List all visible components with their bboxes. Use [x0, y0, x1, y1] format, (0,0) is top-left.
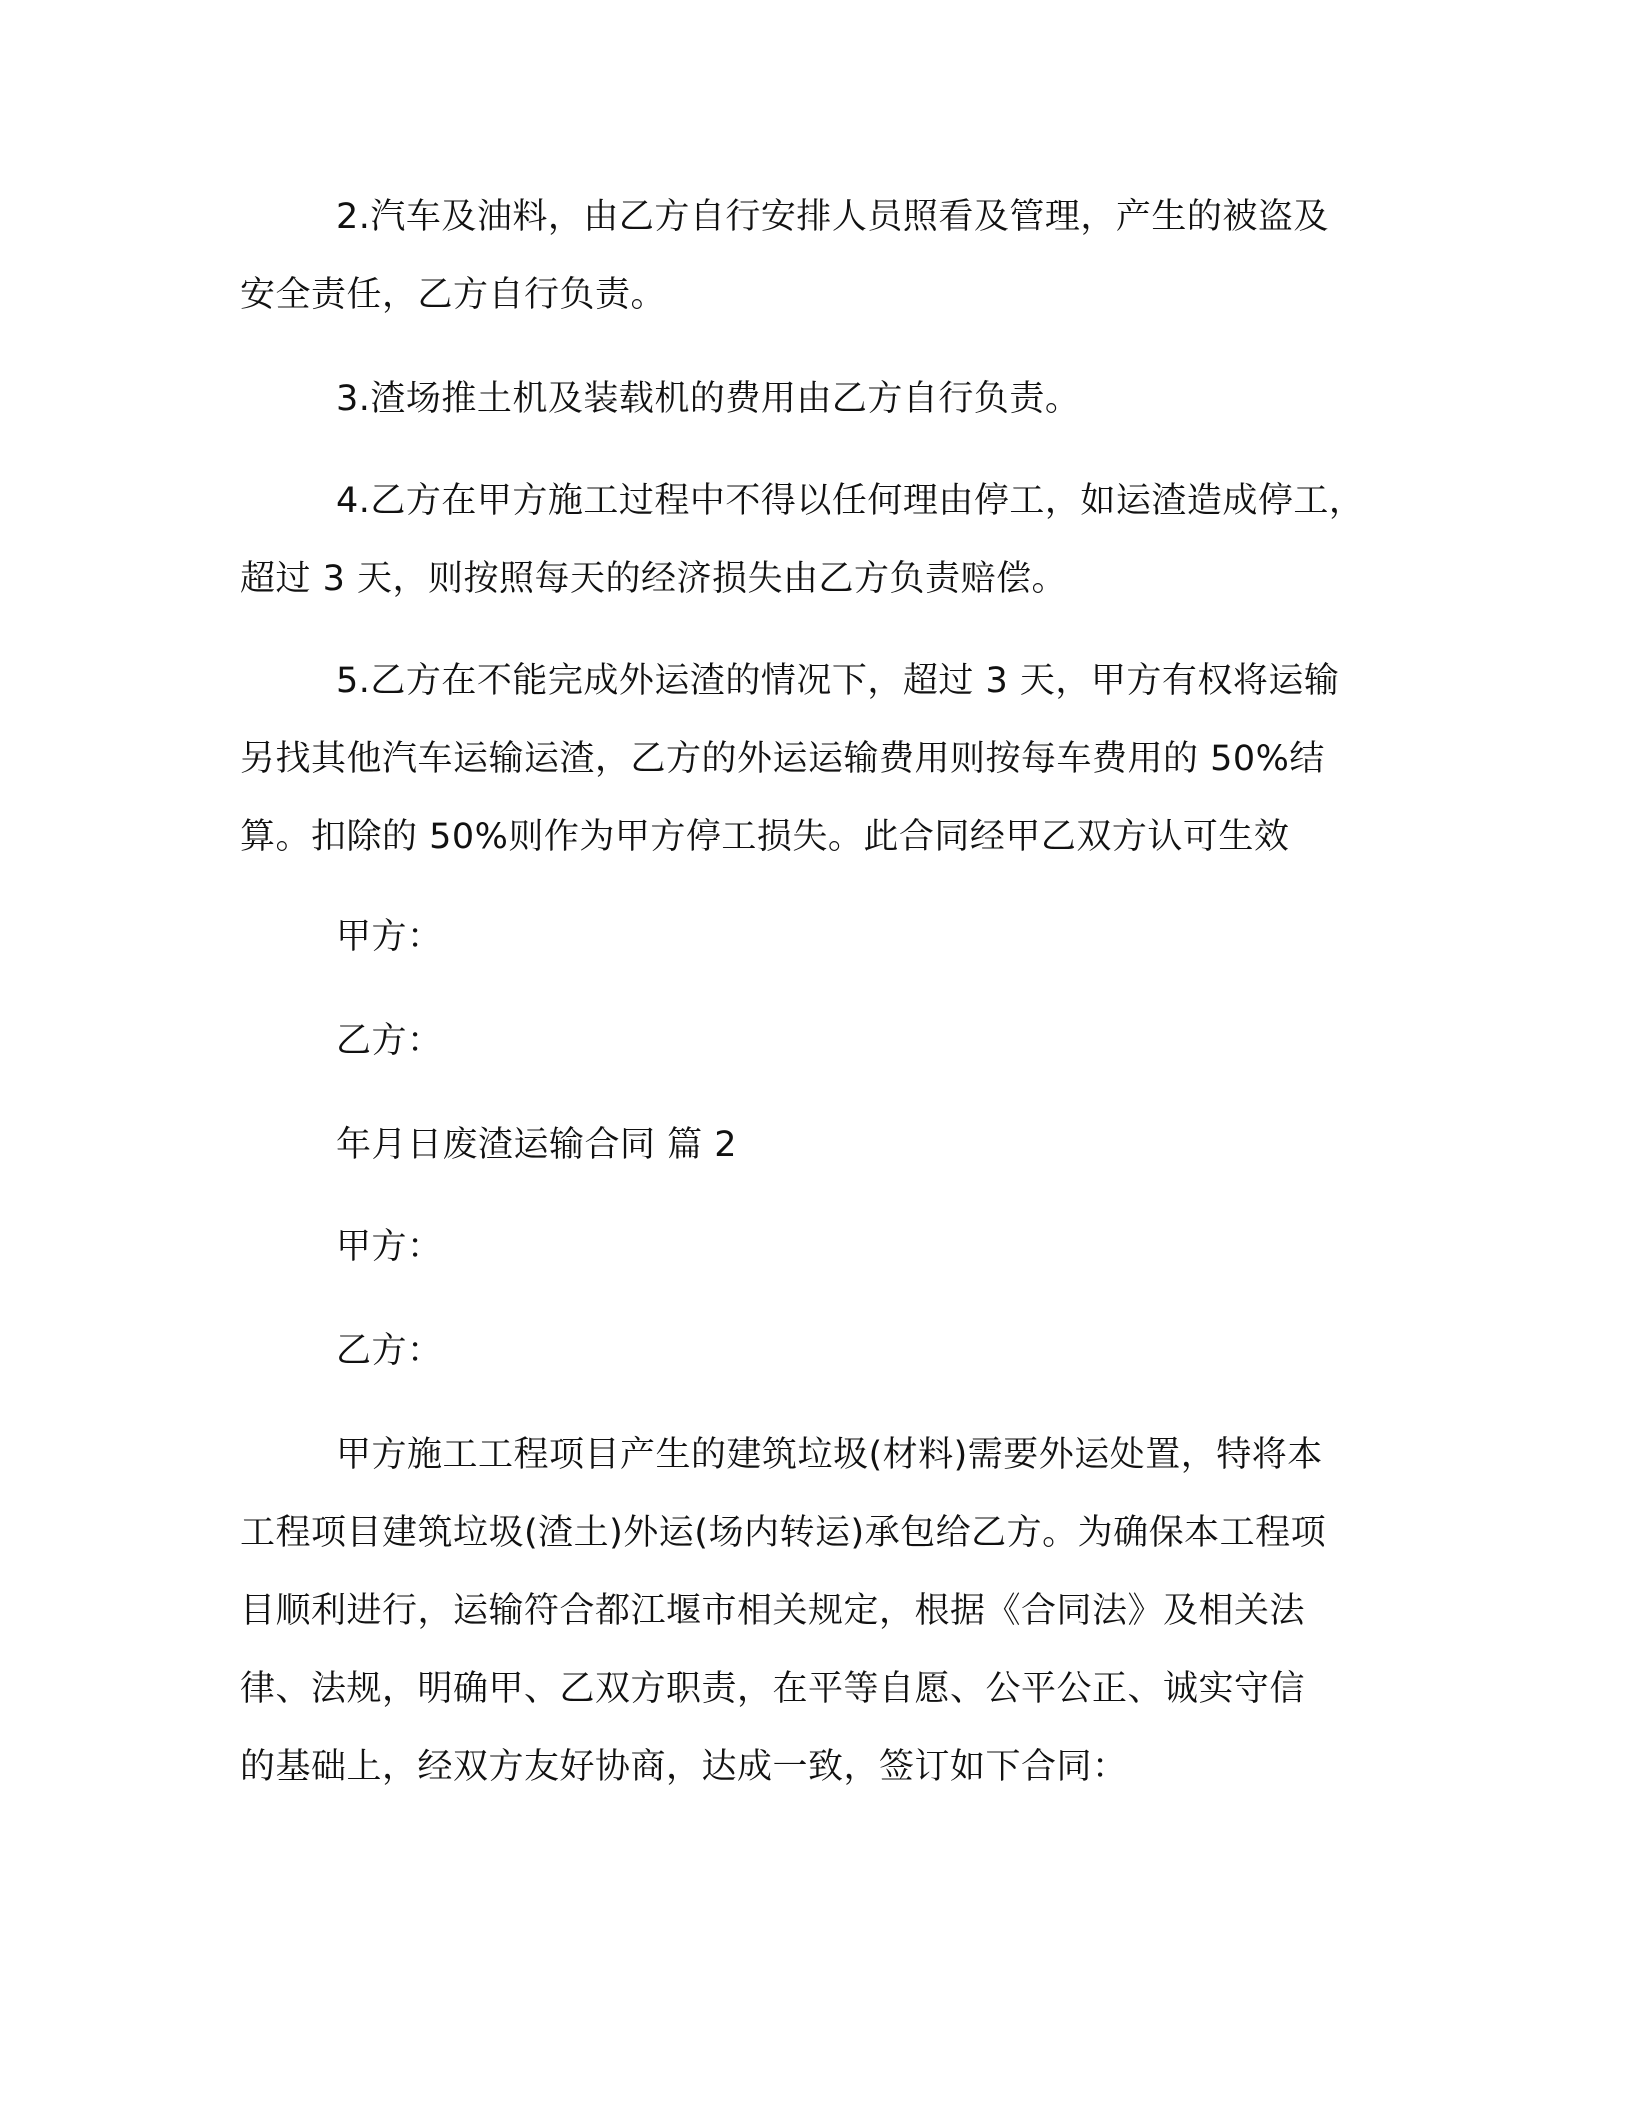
- clause-5-line-3: 算。扣除的 50%则作为甲方停工损失。此合同经甲乙双方认可生效: [240, 817, 1290, 857]
- clause-4-line-1: 4.乙方在甲方施工过程中不得以任何理由停工，如运渣造成停工，: [336, 481, 1365, 521]
- intro-line-3: 目顺利进行，运输符合都江堰市相关规定，根据《合同法》及相关法: [240, 1591, 1306, 1631]
- party-b-label-1: 乙方：: [336, 1021, 443, 1061]
- clause-5-line-2: 另找其他汽车运输运渣，乙方的外运运输费用则按每车费用的 50%结: [240, 739, 1325, 779]
- intro-line-1: 甲方施工工程项目产生的建筑垃圾(材料)需要外运处置，特将本: [336, 1435, 1323, 1475]
- party-b-label-2: 乙方：: [336, 1331, 443, 1371]
- clause-4: [240, 462, 1400, 618]
- intro-line-2: 工程项目建筑垃圾(渣土)外运(场内转运)承包给乙方。为确保本工程项: [240, 1513, 1327, 1553]
- section-heading: [240, 1106, 1400, 1184]
- intro-line-4: 律、法规，明确甲、乙双方职责，在平等自愿、公平公正、诚实守信: [240, 1669, 1306, 1709]
- clause-3-line-1: 3.渣场推土机及装载机的费用由乙方自行负责。: [336, 379, 1081, 419]
- clause-3: [240, 360, 1400, 438]
- clause-2: [240, 178, 1400, 334]
- clause-5-line-1: 5.乙方在不能完成外运渣的情况下，超过 3 天，甲方有权将运输: [336, 661, 1340, 701]
- party-b-signature-1: [240, 1002, 1400, 1080]
- clause-5: [240, 642, 1400, 876]
- clause-2-line-1: 2.汽车及油料，由乙方自行安排人员照看及管理，产生的被盗及: [336, 197, 1329, 237]
- intro-paragraph: [240, 1416, 1400, 1806]
- clause-4-line-2: 超过 3 天，则按照每天的经济损失由乙方负责赔偿。: [240, 559, 1068, 599]
- clause-2-line-2: 安全责任，乙方自行负责。: [240, 275, 667, 315]
- party-a-label-1: 甲方：: [336, 917, 443, 957]
- party-b-signature-2: [240, 1312, 1400, 1390]
- party-a-label-2: 甲方：: [336, 1227, 443, 1267]
- party-a-signature-2: [240, 1208, 1400, 1286]
- section-title: 年月日废渣运输合同 篇 2: [336, 1125, 738, 1165]
- intro-line-5: 的基础上，经双方友好协商，达成一致，签订如下合同：: [240, 1747, 1128, 1787]
- party-a-signature-1: [240, 898, 1400, 976]
